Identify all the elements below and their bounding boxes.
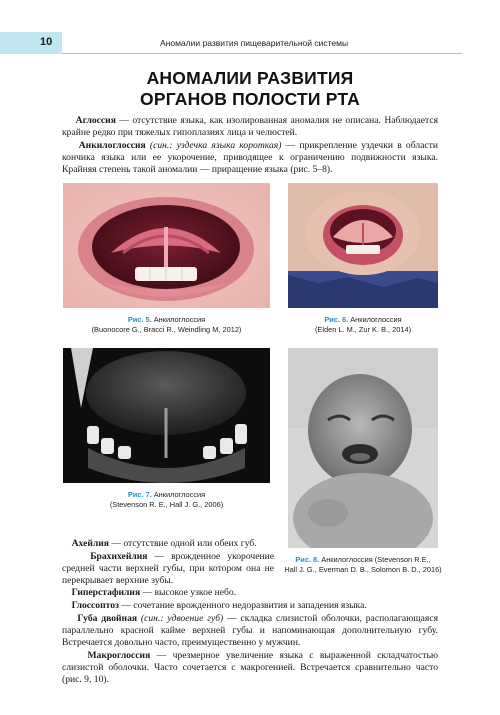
text-macroglossia: — чрезмерное увеличение языка с выраженной складчатостью слизистой оболочки. Часто сочетается с макрогенией. Встречается сравнительно часто (рис. 9, 10). [62,650,438,686]
figure-8-caption [283,555,443,574]
text-aglossia: — отсутствие языка, как изолированная аномалия не описана. Наблюдается крайне редко при тяжелых гипоплазиях лица и челюстей. [62,115,438,139]
chapter-title-line1: АНОМАЛИИ РАЗВИТИЯ [146,68,354,88]
figure-7-title: Анкилоглоссия [153,490,206,499]
term-aglossia: Аглоссия [75,115,116,126]
figure-8-source: Hall J. G., Everman D. B., Solomon B. D., 2016) [284,564,442,574]
figure-7-caption [63,490,270,509]
term-hyperstaphylia: Гиперстафилия [71,587,141,598]
paragraph-macroglossia [62,650,438,687]
syn-double-lip: (син.: удвоение губ) [137,613,224,624]
running-title: Аномалии развития пищеварительной системы [160,38,349,48]
paragraph-brachycheilia [62,551,274,588]
figure-6-caption [288,315,438,334]
figure-6-source: (Elden L. M., Zur K. B., 2014) [314,324,412,334]
paragraph-aglossia [62,115,438,139]
text-double-lip: — складка слизистой оболочки, располагающаяся параллельно красной кайме верхней губы и напоминающая дополнительную губу. Встречается довольно часто, преимущественно у мужчин. [62,613,439,649]
figure-5-label: Рис. 5. [127,315,152,324]
term-acheilia: Ахейлия [71,538,109,549]
figure-5-caption [63,315,270,334]
term-macroglossia: Макроглоссия [87,650,151,661]
figure-7-label: Рис. 7. [127,490,152,499]
figure-6-title: Анкилоглоссия [350,315,402,324]
text-acheilia: — отсутствие одной или обеих губ. [108,538,257,549]
text-glossoptosis: — сочетание врожденного недоразвития и западения языка. [118,600,367,611]
term-brachycheilia: Брахихейлия [90,551,148,562]
page-header [0,32,500,54]
term-double-lip: Губа двойная [77,613,138,624]
paragraph-glossoptosis [62,600,438,612]
paragraph-acheilia [62,538,274,550]
text-brachycheilia: — врожденное укорочение средней части верхней губы, при котором она не перекрывает верхние зубы. [62,551,275,587]
text-hyperstaphylia: — высокое узкое небо. [140,587,237,598]
term-glossoptosis: Глоссоптоз [71,600,119,611]
paragraph-ankyloglossia [62,140,438,177]
page-number-tab [0,32,62,54]
figure-8-title: Анкилоглоссия (Stevenson R.E., [321,555,431,564]
chapter-title [60,68,440,110]
figure-5-title: Анкилоглоссия [153,315,206,324]
paragraph-hyperstaphylia [62,587,438,599]
figure-6-photo [288,183,438,308]
figure-7-source: (Stevenson R. E., Hall J. G., 2006) [109,499,224,509]
figure-5-photo [63,183,270,308]
paragraph-double-lip [62,613,438,650]
chapter-title-line2: ОРГАНОВ ПОЛОСТИ РТА [140,89,360,109]
figure-8-label: Рис. 8. [295,555,320,564]
text-ankyloglossia: — прикрепление уздечки в области кончика языка или ее укорочение, приводящее к ограничению подвижности языка. Крайняя степень такой аномалии — приращение языка (рис. 5–8). [62,140,439,176]
figure-6-label: Рис. 6. [324,315,349,324]
page-number: 10 [40,36,53,48]
figure-5-source: (Buonocore G., Bracci R., Weindling M, 2012) [91,324,242,334]
syn-ankyloglossia: (син.: уздечка языка короткая) [145,140,282,151]
header-divider [62,53,462,54]
figure-8-photo [288,348,438,548]
term-ankyloglossia: Анкилоглоссия [78,140,146,151]
figure-7-photo [63,348,270,483]
